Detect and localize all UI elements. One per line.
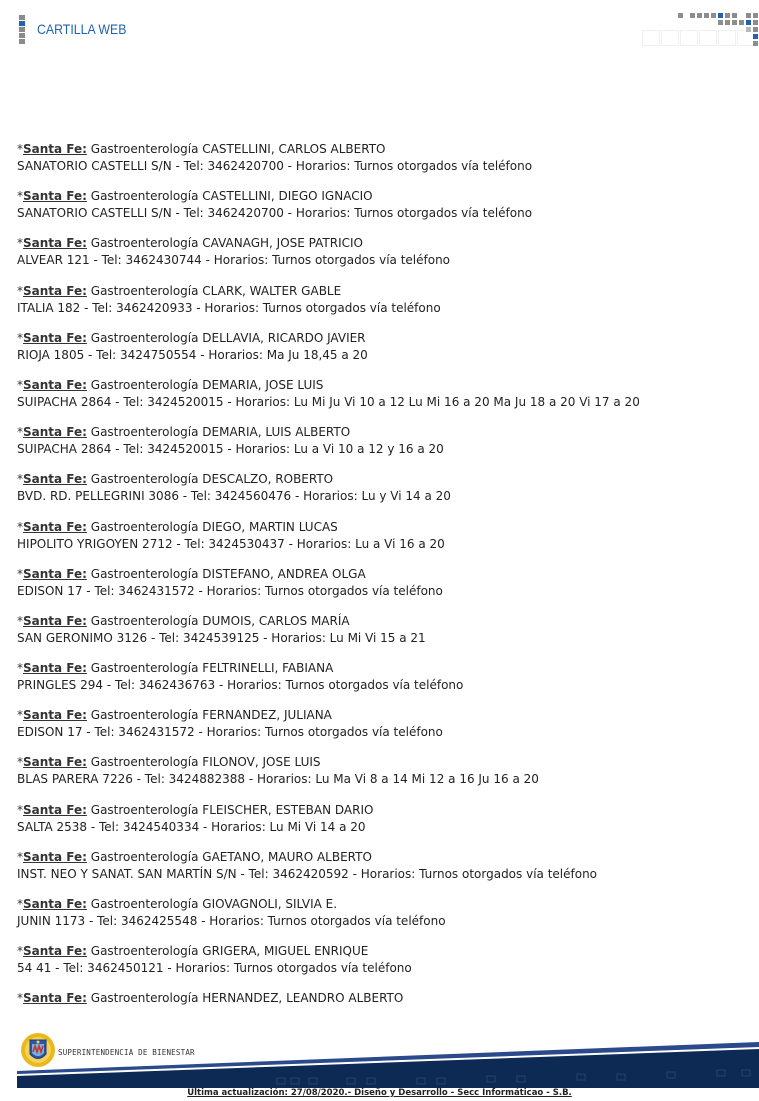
entry-specialty-name: Gastroenterología DUMOIS, CARLOS MARÍA <box>90 613 350 628</box>
footer-credit: Última actualización: 27/08/2020.- Diseño y Desarrollo - Secc Informáticao - S.B. <box>187 1088 572 1098</box>
app-title: CARTILLA WEB <box>37 21 127 37</box>
entry-title-line <box>17 377 747 394</box>
entry-details: SAN GERONIMO 3126 - Tel: 3424539125 - Horarios: Lu Mi Vi 15 a 21 <box>17 630 426 645</box>
footer-organization: SUPERINTENDENCIA DE BIENESTAR <box>58 1048 195 1057</box>
entry-details: SUIPACHA 2864 - Tel: 3424520015 - Horarios: Lu Mi Ju Vi 10 a 12 Lu Mi 16 a 20 Ma Ju 18 a 20 Vi 17 a 20 <box>17 394 640 409</box>
entry-specialty-name: Gastroenterología CLARK, WALTER GABLE <box>90 283 342 298</box>
entry-specialty-name: Gastroenterología GRIGERA, MIGUEL ENRIQUE <box>90 944 369 959</box>
entry-province: Santa Fe: <box>23 849 87 864</box>
entry-province: Santa Fe: <box>23 377 87 392</box>
provider-list <box>17 141 747 1038</box>
entry-star: * <box>17 991 23 1006</box>
entry-specialty-name: Gastroenterología GIOVAGNOLI, SILVIA E. <box>90 897 338 911</box>
entry-specialty-name: Gastroenterología FELTRINELLI, FABIANA <box>90 661 334 676</box>
entry-title-line <box>17 849 747 866</box>
entry-star: * <box>17 944 23 959</box>
entry-specialty-name: Gastroenterología HERNANDEZ, LEANDRO ALBERTO <box>90 991 404 1006</box>
entry-specialty-name: Gastroenterología DIEGO, MARTIN LUCAS <box>90 519 338 534</box>
list-item <box>17 235 747 282</box>
list-item <box>17 377 747 424</box>
entry-province: Santa Fe: <box>23 613 87 628</box>
header <box>0 0 759 60</box>
entry-title-line <box>17 802 747 819</box>
entry-province: Santa Fe: <box>23 142 87 156</box>
entry-title-line <box>17 707 747 724</box>
entry-details: PRINGLES 294 - Tel: 3462436763 - Horarios: Turnos otorgados vía teléfono <box>17 678 464 693</box>
entry-province: Santa Fe: <box>23 991 87 1006</box>
entry-star: * <box>17 802 23 817</box>
entry-title-line <box>17 330 747 347</box>
entry-specialty-name: Gastroenterología CASTELLINI, CARLOS ALBERTO <box>90 142 386 156</box>
entry-star: * <box>17 425 23 440</box>
list-item <box>17 424 747 471</box>
entry-title-line <box>17 283 747 300</box>
entry-star: * <box>17 755 23 770</box>
entry-specialty-name: Gastroenterología FLEISCHER, ESTEBAN DARIO <box>90 802 374 817</box>
entry-details: SANATORIO CASTELLI S/N - Tel: 3462420700 - Horarios: Turnos otorgados vía teléfono <box>17 159 533 173</box>
entry-details: EDISON 17 - Tel: 3462431572 - Horarios: Turnos otorgados vía teléfono <box>17 583 443 598</box>
entry-specialty-name: Gastroenterología CASTELLINI, DIEGO IGNACIO <box>90 189 373 204</box>
entry-star: * <box>17 613 23 628</box>
list-item <box>17 943 747 990</box>
list-item <box>17 188 747 235</box>
entry-title-line <box>17 990 747 1007</box>
list-item <box>17 660 747 707</box>
list-item <box>17 566 747 613</box>
list-item <box>17 519 747 566</box>
entry-title-line <box>17 141 747 158</box>
entry-star: * <box>17 708 23 723</box>
entry-title-line <box>17 566 747 583</box>
entry-title-line <box>17 424 747 441</box>
list-item <box>17 896 747 943</box>
entry-specialty-name: Gastroenterología DELLAVIA, RICARDO JAVIER <box>90 330 366 345</box>
entry-specialty-name: Gastroenterología DEMARIA, JOSE LUIS <box>90 377 324 392</box>
entry-star: * <box>17 519 23 534</box>
entry-province: Santa Fe: <box>23 425 87 440</box>
entry-star: * <box>17 330 23 345</box>
entry-specialty-name: Gastroenterología GAETANO, MAURO ALBERTO <box>90 849 372 864</box>
logo-bars-icon <box>19 15 25 45</box>
list-item <box>17 849 747 896</box>
entry-title-line <box>17 943 747 960</box>
entry-title-line <box>17 754 747 771</box>
grid-decoration-icon <box>634 10 759 50</box>
entry-star: * <box>17 142 23 156</box>
entry-province: Santa Fe: <box>23 189 87 204</box>
entry-star: * <box>17 849 23 864</box>
entry-specialty-name: Gastroenterología DESCALZO, ROBERTO <box>90 472 334 487</box>
entry-province: Santa Fe: <box>23 897 87 911</box>
superintendencia-seal-icon <box>20 1032 56 1068</box>
list-item <box>17 283 747 330</box>
entry-details: SALTA 2538 - Tel: 3424540334 - Horarios: Lu Mi Vi 14 a 20 <box>17 819 366 834</box>
entry-details: INST. NEO Y SANAT. SAN MARTÍN S/N - Tel: 3462420592 - Horarios: Turnos otorgados vía teléfono <box>17 866 598 881</box>
list-item <box>17 141 747 188</box>
list-item <box>17 707 747 754</box>
entry-star: * <box>17 189 23 204</box>
entry-star: * <box>17 897 23 911</box>
list-item <box>17 330 747 377</box>
list-item <box>17 471 747 518</box>
entry-province: Santa Fe: <box>23 661 87 676</box>
entry-specialty-name: Gastroenterología FERNANDEZ, JULIANA <box>90 708 332 723</box>
entry-province: Santa Fe: <box>23 944 87 959</box>
entry-province: Santa Fe: <box>23 330 87 345</box>
entry-province: Santa Fe: <box>23 755 87 770</box>
entry-title-line <box>17 471 747 488</box>
entry-province: Santa Fe: <box>23 708 87 723</box>
entry-specialty-name: Gastroenterología FILONOV, JOSE LUIS <box>90 755 321 770</box>
entry-details: SUIPACHA 2864 - Tel: 3424520015 - Horarios: Lu a Vi 10 a 12 y 16 a 20 <box>17 442 444 457</box>
list-item <box>17 802 747 849</box>
entry-title-line <box>17 660 747 677</box>
entry-star: * <box>17 566 23 581</box>
entry-details: RIOJA 1805 - Tel: 3424750554 - Horarios: Ma Ju 18,45 a 20 <box>17 347 368 362</box>
footer <box>0 1030 759 1101</box>
entry-specialty-name: Gastroenterología CAVANAGH, JOSE PATRICIO <box>90 236 363 251</box>
entry-star: * <box>17 472 23 487</box>
entry-province: Santa Fe: <box>23 802 87 817</box>
entry-specialty-name: Gastroenterología DISTEFANO, ANDREA OLGA <box>90 566 366 581</box>
entry-province: Santa Fe: <box>23 283 87 298</box>
list-item <box>17 754 747 801</box>
entry-star: * <box>17 377 23 392</box>
entry-star: * <box>17 283 23 298</box>
entry-details: HIPOLITO YRIGOYEN 2712 - Tel: 3424530437 - Horarios: Lu a Vi 16 a 20 <box>17 536 445 551</box>
entry-specialty-name: Gastroenterología DEMARIA, LUIS ALBERTO <box>90 425 351 440</box>
entry-star: * <box>17 661 23 676</box>
entry-details: BVD. RD. PELLEGRINI 3086 - Tel: 3424560476 - Horarios: Lu y Vi 14 a 20 <box>17 489 451 504</box>
entry-title-line <box>17 235 747 252</box>
entry-details: 54 41 - Tel: 3462450121 - Horarios: Turnos otorgados vía teléfono <box>17 961 412 976</box>
entry-title-line <box>17 896 747 913</box>
entry-province: Santa Fe: <box>23 472 87 487</box>
entry-province: Santa Fe: <box>23 236 87 251</box>
entry-details: ITALIA 182 - Tel: 3462420933 - Horarios: Turnos otorgados vía teléfono <box>17 300 441 315</box>
entry-details: EDISON 17 - Tel: 3462431572 - Horarios: Turnos otorgados vía teléfono <box>17 725 443 740</box>
entry-title-line <box>17 519 747 536</box>
entry-details: BLAS PARERA 7226 - Tel: 3424882388 - Horarios: Lu Ma Vi 8 a 14 Mi 12 a 16 Ju 16 a 20 <box>17 772 539 787</box>
entry-title-line <box>17 188 747 205</box>
footer-banner <box>17 1038 759 1088</box>
entry-details: JUNIN 1173 - Tel: 3462425548 - Horarios: Turnos otorgados vía teléfono <box>17 914 446 928</box>
entry-title-line <box>17 613 747 630</box>
entry-details: ALVEAR 121 - Tel: 3462430744 - Horarios: Turnos otorgados vía teléfono <box>17 253 451 268</box>
entry-province: Santa Fe: <box>23 566 87 581</box>
entry-details: SANATORIO CASTELLI S/N - Tel: 3462420700 - Horarios: Turnos otorgados vía teléfono <box>17 206 533 221</box>
list-item <box>17 613 747 660</box>
entry-star: * <box>17 236 23 251</box>
entry-province: Santa Fe: <box>23 519 87 534</box>
